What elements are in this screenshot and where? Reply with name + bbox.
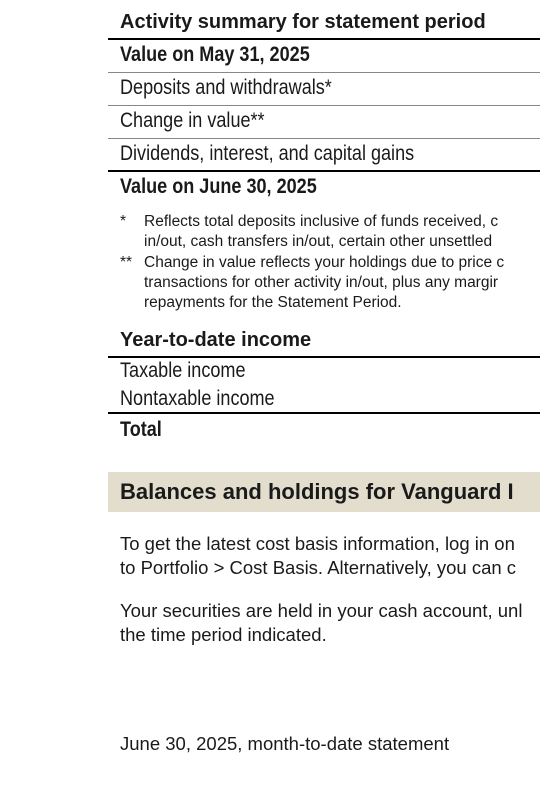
divider [108, 356, 540, 358]
footnote-change-in-value: ** Change in value reflects your holdings due to price c transactions for other activity in/out, plus any margir repayments for the Statement Period. [120, 254, 505, 311]
divider [108, 412, 540, 414]
paragraph-line: the time period indicated. [120, 623, 327, 645]
paragraph-line: to Portfolio > Cost Basis. Alternatively, you can c [120, 556, 517, 578]
divider [108, 138, 540, 139]
divider [108, 38, 540, 40]
row-value-end: Value on June 30, 2025 [120, 175, 317, 198]
divider [108, 170, 540, 172]
paragraph-line: Your securities are held in your cash account, unl [120, 600, 523, 621]
paragraph-line: To get the latest cost basis information, log in on [120, 533, 515, 554]
cost-basis-paragraph [120, 532, 516, 579]
activity-summary-title: Activity summary for statement period [120, 11, 486, 33]
row-total: Total [120, 418, 162, 441]
ytd-income-title: Year-to-date income [120, 329, 312, 351]
row-nontaxable-income: Nontaxable income [120, 387, 275, 410]
divider [108, 72, 540, 73]
balances-holdings-title: Balances and holdings for Vanguard I [120, 479, 514, 504]
footnote-deposits: * Reflects total deposits inclusive of funds received, c in/out, cash transfers in/out, certain other unsettled [120, 213, 499, 250]
divider [108, 105, 540, 106]
statement-footer: June 30, 2025, month-to-date statement [120, 733, 450, 754]
row-change-in-value: Change in value** [120, 109, 265, 132]
row-value-start: Value on May 31, 2025 [120, 43, 310, 66]
securities-paragraph [120, 599, 522, 646]
row-deposits-withdrawals: Deposits and withdrawals* [120, 76, 332, 99]
row-dividends: Dividends, interest, and capital gains [120, 142, 415, 165]
row-taxable-income: Taxable income [120, 359, 246, 382]
